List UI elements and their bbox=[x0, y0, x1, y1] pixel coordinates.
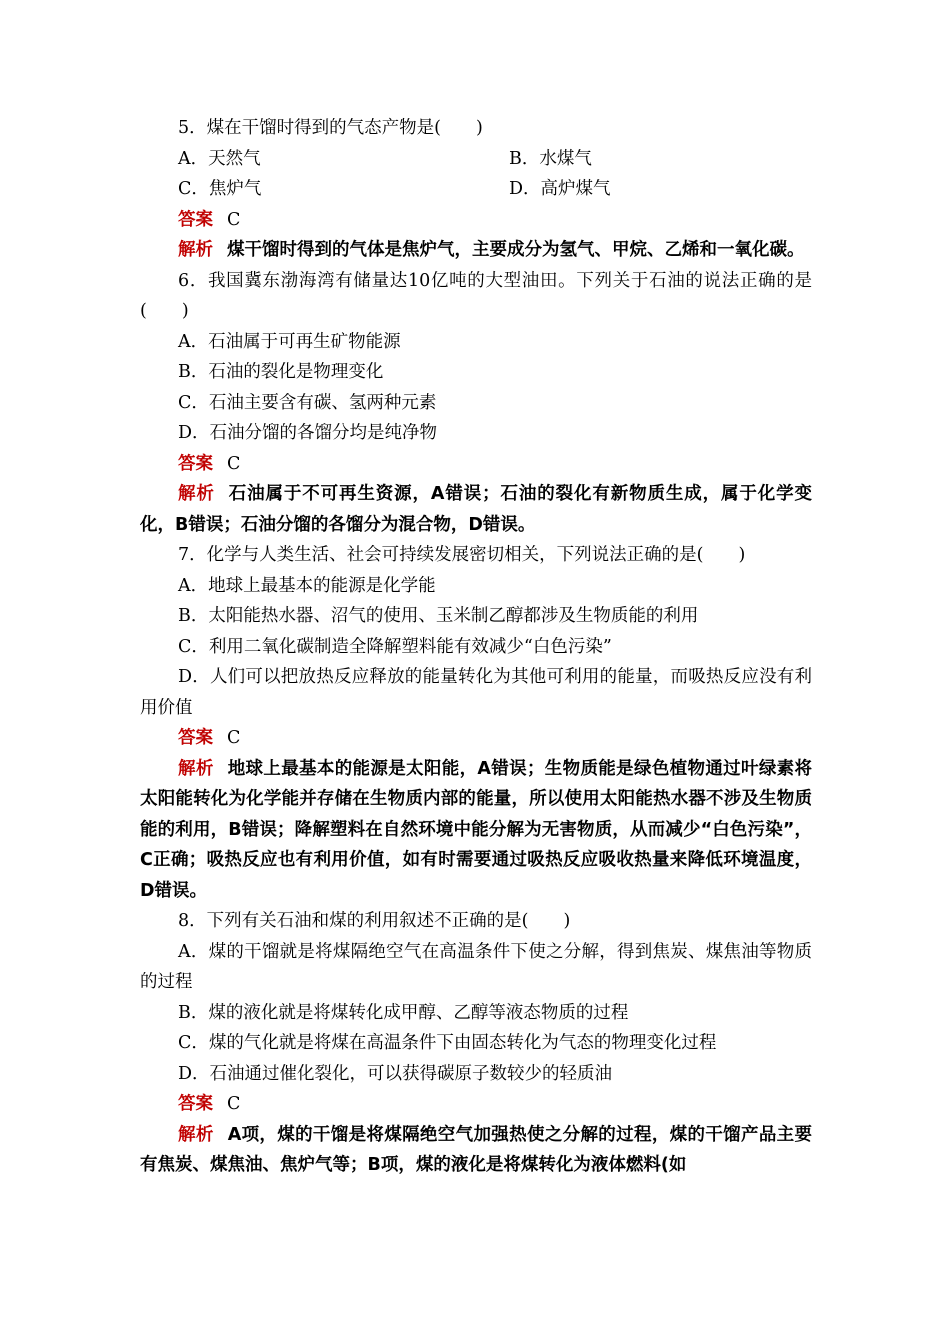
analysis-text: 石油属于不可再生资源，A错误；石油的裂化有新物质生成，属于化学变化，B错误；石油分馏的各馏分为混合物，D错误。 bbox=[140, 484, 813, 535]
q7-option-a: A．地球上最基本的能源是化学能 bbox=[178, 575, 436, 596]
q8-analysis bbox=[140, 1120, 812, 1181]
answer-value: C bbox=[227, 453, 241, 474]
q6-option-a: A．石油属于可再生矿物能源 bbox=[178, 331, 401, 352]
q5-answer bbox=[140, 205, 812, 236]
q7-option-b: B．太阳能热水器、沼气的使用、玉米制乙醇都涉及生物质能的利用 bbox=[178, 606, 699, 626]
q7-analysis bbox=[140, 754, 812, 907]
q7-answer bbox=[140, 723, 812, 754]
q7-option-d: D．人们可以把放热反应释放的能量转化为其他可利用的能量，而吸热反应没有利用价值 bbox=[140, 667, 812, 718]
q7-option-c: C．利用二氧化碳制造全降解塑料能有效减少“白色污染” bbox=[178, 636, 612, 657]
q6-stem: 6．我国冀东渤海湾有储量达10亿吨的大型油田。下列关于石油的说法正确的是( ) bbox=[140, 270, 812, 321]
analysis-text: 地球上最基本的能源是太阳能，A错误；生物质能是绿色植物通过叶绿素将太阳能转化为化学能并存储在生物质内部的能量，所以使用太阳能热水器不涉及生物质能的利用，B错误；降解塑料在自然环境中能分解为无害物质，从而减少“白色污染”，C正确；吸热反应也有利用价值，如有时需要通过吸热反应吸收热量来降低环境温度，D错误。 bbox=[140, 758, 813, 901]
document-page bbox=[140, 113, 812, 1181]
q8-answer bbox=[140, 1089, 812, 1120]
q6-answer bbox=[140, 449, 812, 480]
q5-option-b: B．水煤气 bbox=[509, 148, 592, 169]
q8-option-b: B．煤的液化就是将煤转化成甲醇、乙醇等液态物质的过程 bbox=[178, 1002, 629, 1023]
q5-option-c: C．焦炉气 bbox=[178, 179, 262, 199]
q5-options-row2 bbox=[140, 174, 812, 205]
analysis-label: 解析 bbox=[178, 484, 215, 504]
q6-option-c: C．石油主要含有碳、氢两种元素 bbox=[178, 392, 437, 413]
answer-label: 答案 bbox=[178, 1094, 213, 1114]
q8-option-c: C．煤的气化就是将煤在高温条件下由固态转化为气态的物理变化过程 bbox=[178, 1033, 717, 1053]
q5-stem: 5．煤在干馏时得到的气态产物是( ) bbox=[178, 118, 483, 138]
answer-value: C bbox=[227, 1094, 241, 1114]
q8-stem: 8．下列有关石油和煤的利用叙述不正确的是( ) bbox=[178, 911, 571, 931]
q5-options-row1 bbox=[140, 144, 812, 175]
analysis-text: A项，煤的干馏是将煤隔绝空气加强热使之分解的过程，煤的干馏产品主要有焦炭、煤焦油、焦炉气等；B项，煤的液化是将煤转化为液体燃料(如 bbox=[140, 1124, 813, 1175]
answer-label: 答案 bbox=[178, 728, 213, 748]
q6-analysis bbox=[140, 479, 812, 540]
q5-option-d: D．高炉煤气 bbox=[509, 179, 611, 199]
analysis-label: 解析 bbox=[178, 240, 213, 260]
q8-option-d: D．石油通过催化裂化，可以获得碳原子数较少的轻质油 bbox=[178, 1063, 613, 1084]
q6-option-d: D．石油分馏的各馏分均是纯净物 bbox=[178, 423, 438, 443]
q7-stem: 7．化学与人类生活、社会可持续发展密切相关，下列说法正确的是( ) bbox=[178, 545, 746, 565]
analysis-label: 解析 bbox=[178, 1124, 214, 1145]
analysis-label: 解析 bbox=[178, 758, 214, 779]
analysis-text: 煤干馏时得到的气体是焦炉气，主要成分为氢气、甲烷、乙烯和一氧化碳。 bbox=[227, 240, 805, 260]
q8-option-a: A．煤的干馏就是将煤隔绝空气在高温条件下使之分解，得到焦炭、煤焦油等物质的过程 bbox=[140, 941, 812, 992]
q6-option-b: B．石油的裂化是物理变化 bbox=[178, 362, 384, 382]
answer-value: C bbox=[227, 728, 241, 748]
q5-analysis bbox=[140, 235, 812, 266]
answer-label: 答案 bbox=[178, 209, 213, 230]
answer-label: 答案 bbox=[178, 453, 213, 474]
answer-value: C bbox=[227, 209, 241, 230]
q5-option-a: A．天然气 bbox=[178, 148, 261, 169]
